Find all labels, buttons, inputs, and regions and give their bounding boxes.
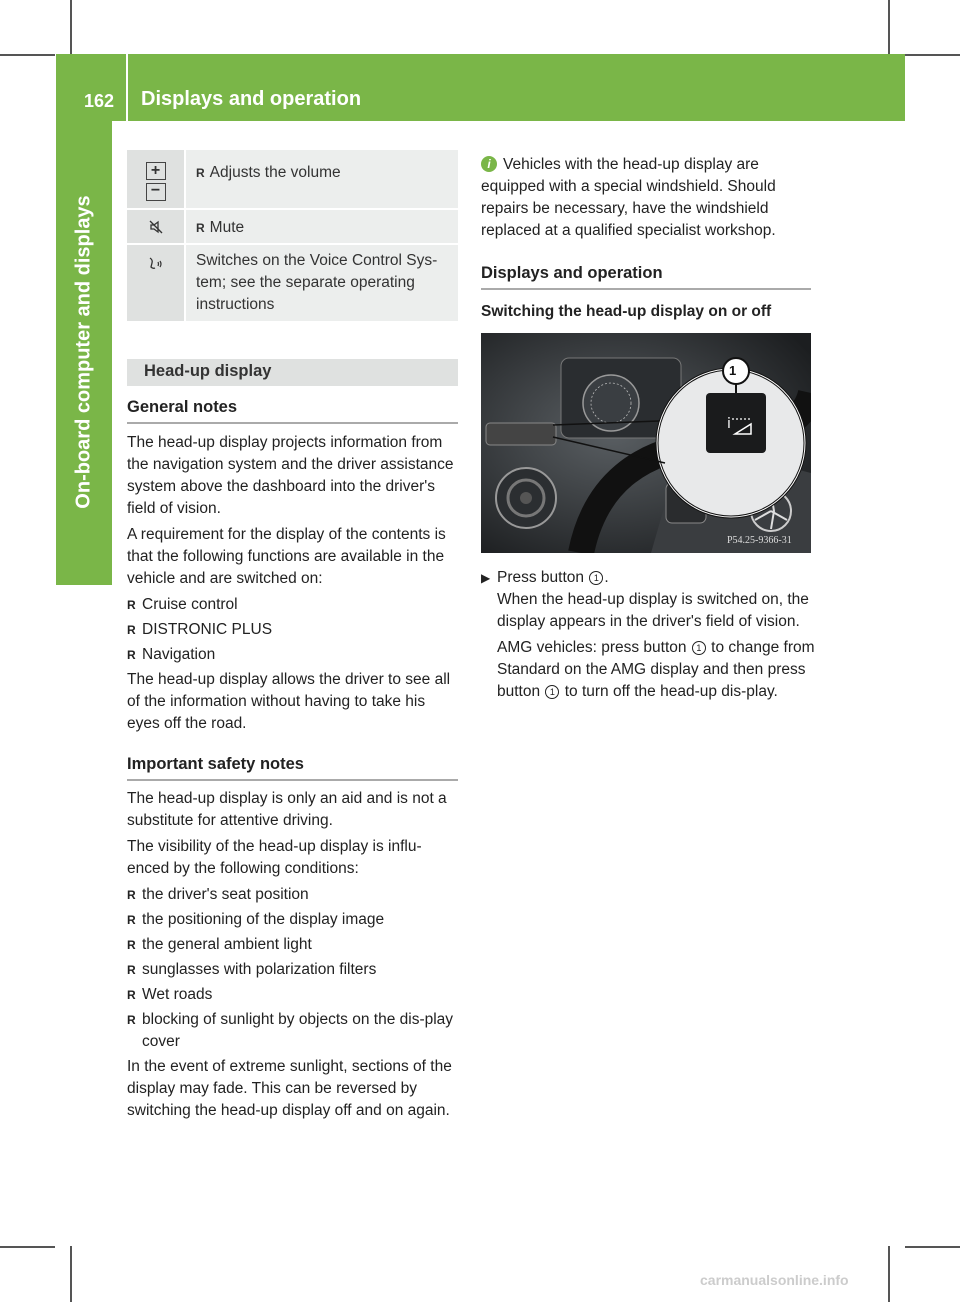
list-item: R DISTRONIC PLUS — [127, 619, 462, 641]
divider — [127, 779, 458, 781]
list-item: R the driver's seat position — [127, 884, 462, 906]
step-arrow-icon: ▶ — [481, 571, 491, 585]
amg-text: to change from Standard on the AMG display and then press button — [497, 639, 815, 700]
key-desc: Switches on the Voice Control Sys-tem; see the separate operating instructions — [196, 252, 438, 313]
page-number: 162 — [84, 91, 115, 111]
paragraph: A requirement for the display of the contents is that the following functions are available in the vehicle and are switched on: — [127, 526, 446, 587]
safety-heading: Important safety notes — [127, 755, 304, 773]
svg-text:i: i — [727, 416, 731, 432]
bullet: R — [196, 166, 205, 180]
instruction-step — [481, 567, 816, 707]
mute-icon — [148, 219, 164, 240]
crop-mark — [888, 0, 890, 55]
key-row — [127, 150, 458, 210]
displays-heading: Displays and operation — [481, 264, 663, 282]
safety-body — [127, 788, 462, 1126]
info-note — [481, 154, 814, 246]
switching-subheading: Switching the head-up display on or off — [481, 303, 772, 320]
info-text: Vehicles with the head-up display are equipped with a special windshield. Should repairs be necessary, have the windshield replaced at a qualified specialist workshop. — [481, 156, 776, 239]
key-desc: Adjusts the volume — [209, 164, 341, 181]
voice-control-icon — [147, 255, 165, 278]
general-notes-body — [127, 432, 462, 739]
step-period: . — [604, 569, 609, 586]
amg-note — [497, 637, 816, 703]
list-item: R Cruise control — [127, 594, 462, 616]
paragraph: The visibility of the head-up display is influ-enced by the following conditions: — [127, 838, 422, 877]
crop-mark — [905, 54, 960, 56]
list-item: R sunglasses with polarization filters — [127, 959, 462, 981]
amg-text: AMG vehicles: press button — [497, 639, 687, 656]
step-text: Press button — [497, 569, 585, 586]
steering-wheel-photo — [481, 333, 811, 553]
paragraph: In the event of extreme sunlight, sections of the display may fade. This can be reversed by switching the head-up display off and on again. — [127, 1058, 452, 1119]
callout-number: 1 — [729, 363, 737, 378]
plus-icon: + — [146, 162, 166, 180]
paragraph: The head-up display allows the driver to see all of the information without having to take his eyes off the road. — [127, 671, 451, 732]
list-item: R the positioning of the display image — [127, 909, 462, 931]
list-item: R Navigation — [127, 644, 462, 666]
paragraph: The head-up display is only an aid and is not a substitute for attentive driving. — [127, 790, 447, 829]
info-icon: i — [481, 156, 497, 172]
section-title: Head-up display — [144, 362, 272, 380]
paragraph: The head-up display projects information from the navigation system and the driver assistance system above the dashboard into the driver's field of vision. — [127, 434, 454, 517]
ref-1: 1 — [589, 571, 603, 585]
section-band — [127, 359, 458, 386]
ref-1: 1 — [692, 641, 706, 655]
ref-1: 1 — [545, 685, 559, 699]
crop-mark — [905, 1246, 960, 1248]
key-row — [127, 210, 458, 245]
list-item: R the general ambient light — [127, 934, 462, 956]
conditions-list — [127, 884, 462, 1053]
key-table — [127, 150, 458, 323]
divider — [481, 288, 811, 290]
list-item: R Wet roads — [127, 984, 462, 1006]
list-item: R blocking of sunlight by objects on the dis-play cover — [127, 1009, 462, 1053]
crop-mark — [70, 1246, 72, 1302]
figure-code: P54.25-9366-31 — [727, 535, 792, 546]
crop-mark — [70, 0, 72, 55]
minus-icon: − — [146, 183, 166, 201]
side-tab-label: On-board computer and displays — [72, 195, 95, 509]
function-list — [127, 594, 462, 666]
crop-mark — [0, 54, 55, 56]
key-desc: Mute — [209, 219, 245, 236]
divider — [127, 422, 458, 424]
amg-text: to turn off the head-up dis-play. — [564, 683, 778, 700]
watermark: carmanualsonline.info — [700, 1272, 849, 1288]
key-row — [127, 245, 458, 323]
bullet: R — [196, 221, 205, 235]
step-result: When the head-up display is switched on, the display appears in the driver's field of vision. — [497, 591, 809, 630]
crop-mark — [0, 1246, 55, 1248]
crop-mark — [888, 1246, 890, 1302]
general-notes-heading: General notes — [127, 398, 238, 416]
page-title: Displays and operation — [141, 88, 362, 110]
